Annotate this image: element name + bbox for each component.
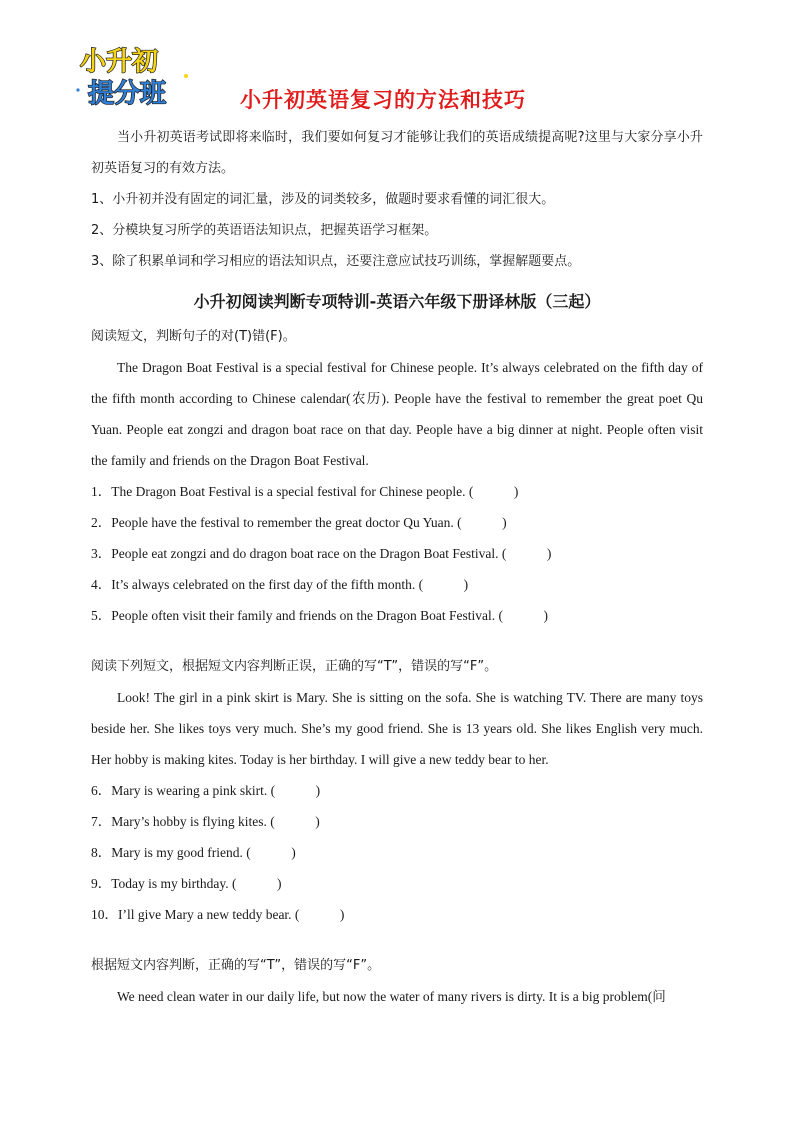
passage3-text: We need clean water in our daily life, but now the water of many rivers is dirty. It is a big problem(问 bbox=[117, 989, 666, 1004]
tip-3: 3、除了积累单词和学习相应的语法知识点，还要注意应试技巧训练，掌握解题要点。 bbox=[91, 254, 581, 269]
question-5: 5．People often visit their family and friends on the Dragon Boat Festival. ( ) bbox=[91, 608, 549, 623]
question-9: 9．Today is my birthday. ( ) bbox=[91, 876, 282, 891]
logo-line2: 提分班 bbox=[88, 79, 167, 108]
question-4: 4．It’s always celebrated on the first day of the fifth month. ( ) bbox=[91, 577, 469, 592]
question-8: 8．Mary is my good friend. ( ) bbox=[91, 845, 296, 860]
question-2: 2．People have the festival to remember the great doctor Qu Yuan. ( ) bbox=[91, 515, 507, 530]
page-title: 小升初英语复习的方法和技巧 bbox=[240, 88, 526, 112]
question-1: 1．The Dragon Boat Festival is a special festival for Chinese people. ( ) bbox=[91, 484, 519, 499]
section-title: 小升初阅读判断专项特训-英语六年级下册译林版（三起） bbox=[193, 292, 601, 311]
question-6: 6．Mary is wearing a pink skirt. ( ) bbox=[91, 783, 321, 798]
tip-2: 2、分模块复习所学的英语语法知识点，把握英语学习框架。 bbox=[91, 223, 438, 238]
passage2-instruction: 阅读下列短文，根据短文内容判断正误，正确的写“T”，错误的写“F”。 bbox=[91, 659, 498, 674]
logo-line1: 小升初 bbox=[80, 47, 159, 77]
intro-paragraph: 当小升初英语考试即将来临时，我们要如何复习才能够让我们的英语成绩提高呢?这里与大家分享小升初英语复习的有效方法。 bbox=[91, 130, 703, 176]
question-7: 7．Mary’s hobby is flying kites. ( ) bbox=[91, 814, 320, 829]
question-10: 10．I’ll give Mary a new teddy bear. ( ) bbox=[91, 907, 345, 922]
passage1-text: The Dragon Boat Festival is a special festival for Chinese people. It’s always celebrated on the fifth day of the fifth month according to Chinese calendar(农历). People have the festival to remember the great poet Qu Yuan. People eat zongzi and dragon boat race on that day. People have a big dinner at night. People often visit the family and friends on the Dragon Boat Festival. bbox=[91, 360, 703, 468]
passage1-instruction: 阅读短文，判断句子的对(T)错(F)。 bbox=[91, 329, 296, 344]
tip-1: 1、小升初并没有固定的词汇量，涉及的词类较多，做题时要求看懂的词汇很大。 bbox=[91, 192, 555, 207]
passage2-text: Look! The girl in a pink skirt is Mary. She is sitting on the sofa. She is watching TV. There are many toys beside her. She likes toys very much. She’s my good friend. She is 13 years old. She likes English very much. Her hobby is making kites. Today is her birthday. I will give a new teddy bear to her. bbox=[91, 690, 703, 767]
document-body bbox=[91, 122, 703, 1012]
question-3: 3．People eat zongzi and do dragon boat race on the Dragon Boat Festival. ( ) bbox=[91, 546, 552, 561]
passage3-instruction: 根据短文内容判断，正确的写“T”，错误的写“F”。 bbox=[91, 958, 381, 973]
logo bbox=[74, 40, 198, 108]
